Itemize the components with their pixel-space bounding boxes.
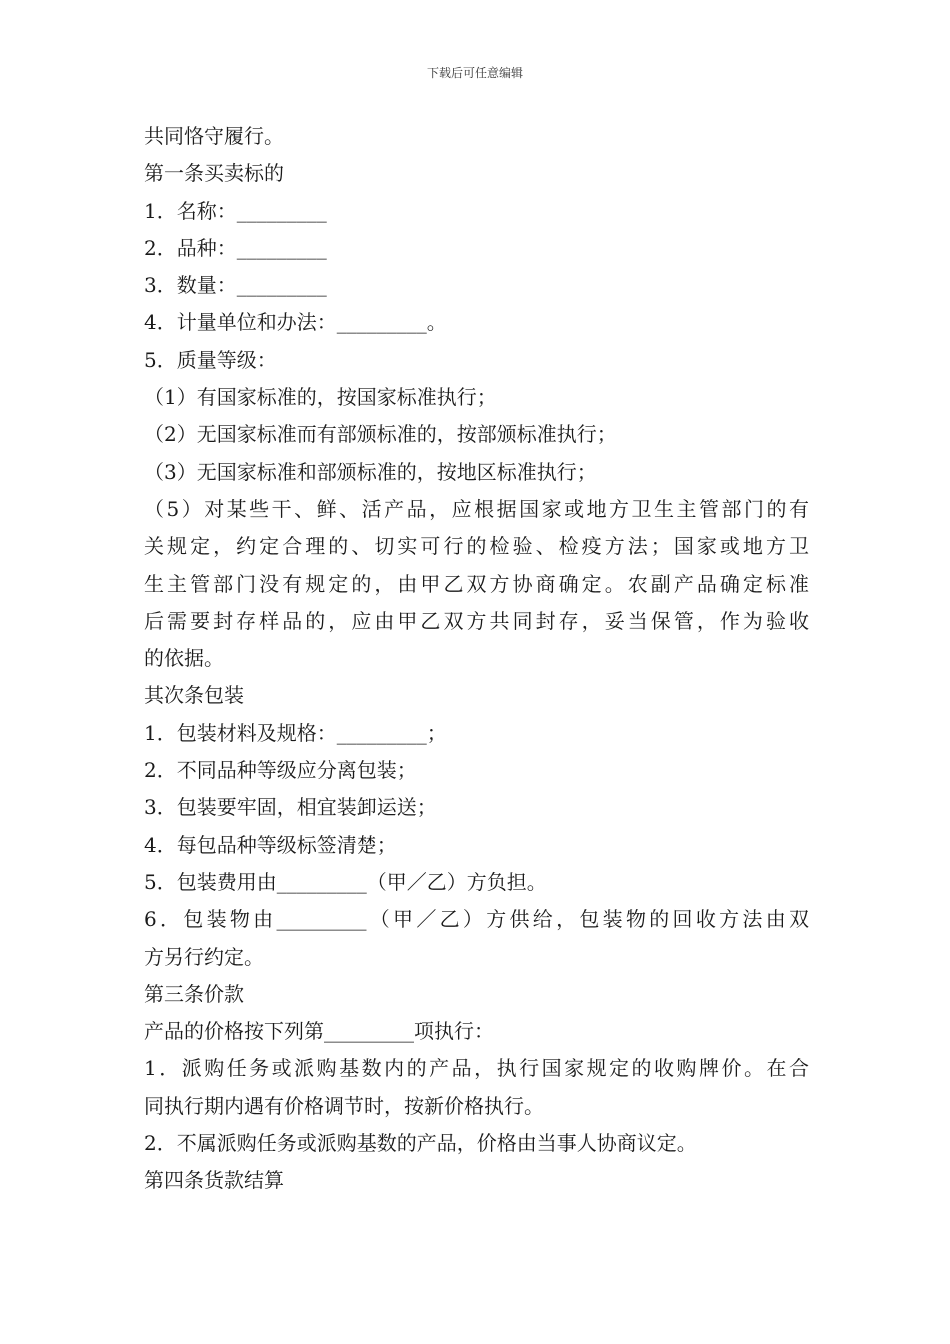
text-line: 6．包装物由_________（甲／乙）方供给，包装物的回收方法由双 — [144, 907, 809, 932]
text-line: 产品的价格按下列第_________项执行： — [144, 1019, 494, 1044]
page-header: 下载后可任意编辑 — [426, 66, 523, 80]
text-line: 后需要封存样品的，应由甲乙双方共同封存，妥当保管，作为验收 — [144, 608, 809, 633]
section-heading-2: 其次条包装 — [144, 683, 244, 708]
text-line: 2．不属派购任务或派购基数的产品，价格由当事人协商议定。 — [144, 1131, 697, 1156]
text-line: 1．名称：_________ — [144, 198, 327, 223]
section-heading-3: 第三条价款 — [144, 981, 244, 1006]
text-line: 共同恪守履行。 — [144, 124, 284, 148]
text-line: （2）无国家标准而有部颁标准的，按部颁标准执行； — [144, 422, 617, 447]
section-heading-1: 第一条买卖标的 — [144, 161, 284, 186]
document-body — [144, 118, 809, 1200]
text-line: 1．派购任务或派购基数内的产品，执行国家规定的收购牌价。在合 — [144, 1056, 809, 1081]
text-line: 5．包装费用由_________（甲／乙）方负担。 — [144, 869, 547, 894]
text-line: 4．计量单位和办法：_________。 — [144, 310, 447, 335]
text-line: （1）有国家标准的，按国家标准执行； — [144, 385, 497, 410]
text-line: 2．品种：_________ — [144, 235, 327, 260]
text-line: 生主管部门没有规定的，由甲乙双方协商确定。农副产品确定标准 — [144, 571, 809, 596]
section-heading-4: 第四条货款结算 — [144, 1168, 284, 1193]
text-line: （5）对某些干、鲜、活产品，应根据国家或地方卫生主管部门的有 — [144, 496, 809, 521]
text-line: 3．包装要牢固，相宜装卸运送； — [144, 795, 437, 820]
text-line: 的依据。 — [144, 646, 224, 671]
text-line: 5．质量等级： — [144, 347, 277, 372]
text-line: 1．包装材料及规格：_________； — [144, 720, 447, 745]
text-line: （3）无国家标准和部颁标准的，按地区标准执行； — [144, 459, 597, 484]
text-line: 3．数量：_________ — [144, 273, 327, 298]
text-line: 关规定，约定合理的、切实可行的检验、检疫方法；国家或地方卫 — [144, 534, 809, 559]
text-line: 2．不同品种等级应分离包装； — [144, 758, 417, 783]
text-line: 方另行约定。 — [144, 944, 264, 969]
text-line: 4．每包品种等级标签清楚； — [144, 832, 397, 857]
text-line: 同执行期内遇有价格调节时，按新价格执行。 — [144, 1093, 544, 1118]
